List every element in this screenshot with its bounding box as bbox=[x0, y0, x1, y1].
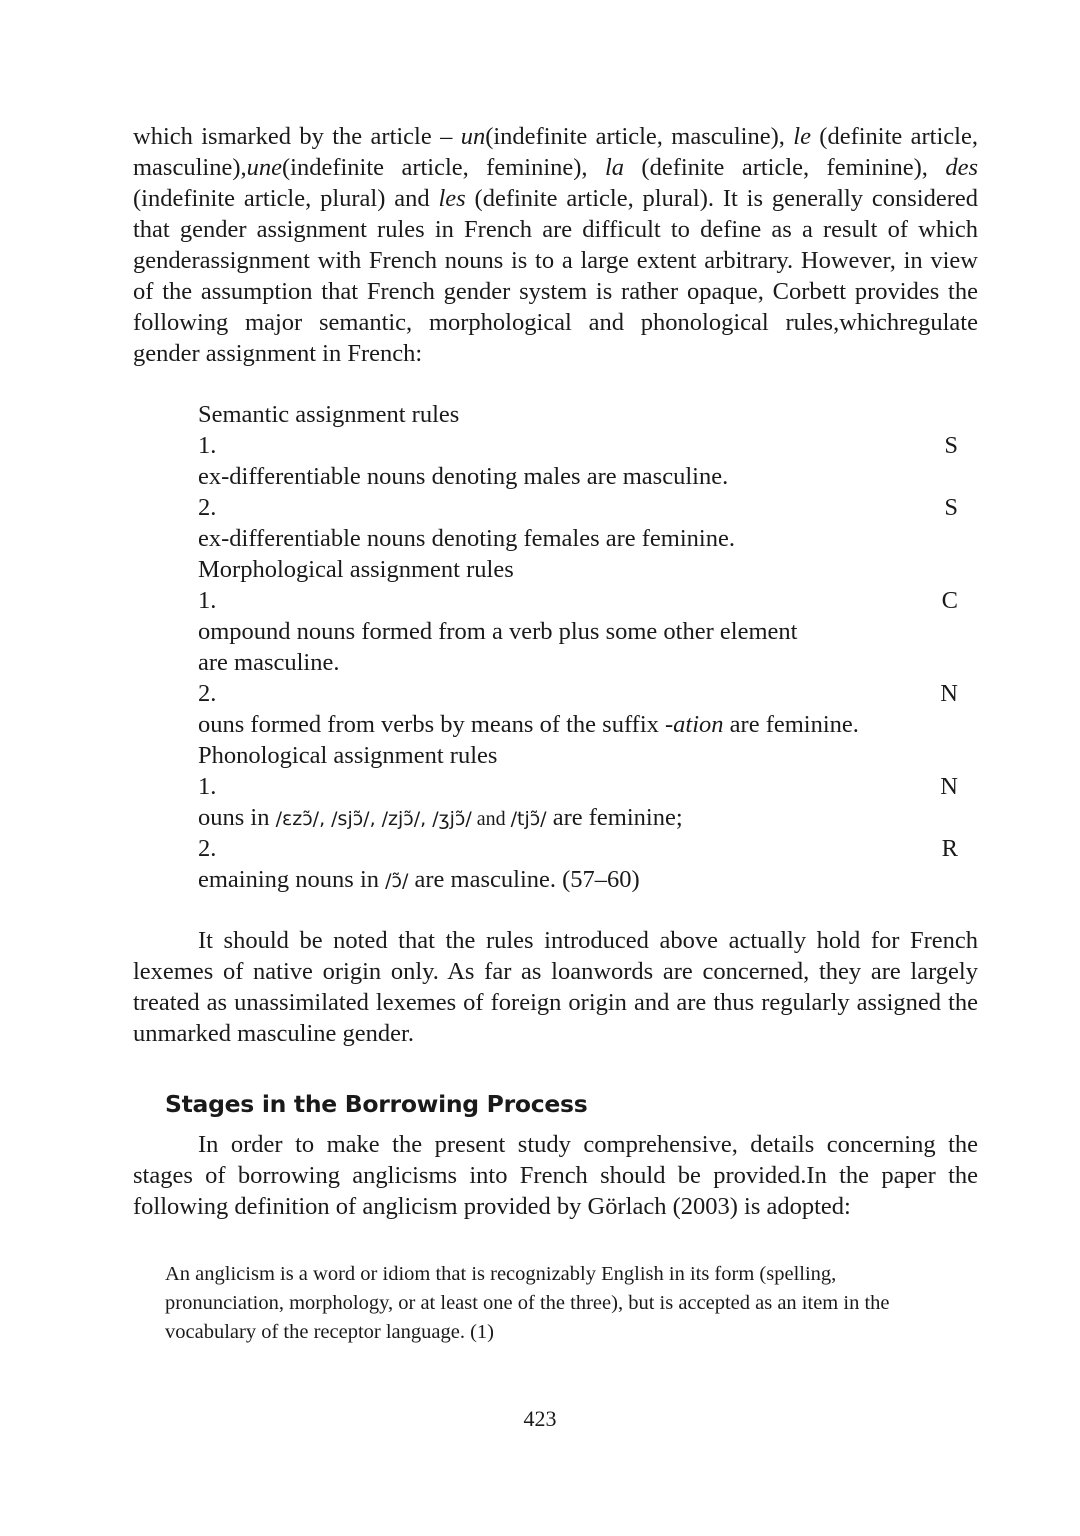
text-run: (definite article, feminine), bbox=[624, 154, 946, 181]
text-run: (indefinite article, masculine), bbox=[485, 123, 794, 150]
rule-text: ex-differentiable nouns denoting males are masculine. bbox=[198, 463, 729, 490]
text-run: are feminine; bbox=[546, 804, 683, 831]
rule-number-row bbox=[198, 833, 958, 864]
italic-suffix: ation bbox=[673, 711, 724, 738]
section-heading: Stages in the Borrowing Process bbox=[165, 1090, 588, 1118]
rule-initial-letter: N bbox=[940, 680, 958, 707]
italic-term: la bbox=[604, 154, 625, 181]
text-run: (indefinite article, plural) and bbox=[133, 185, 439, 212]
rule-number-row bbox=[198, 771, 958, 802]
text-run: which ismarked by the article – bbox=[133, 123, 461, 150]
rule-number: 1. bbox=[198, 773, 217, 800]
italic-term: le bbox=[793, 123, 811, 150]
rule-number: 1. bbox=[198, 432, 217, 459]
phonological-rules-heading: Phonological assignment rules bbox=[198, 742, 498, 769]
rule-initial-letter: N bbox=[940, 773, 958, 800]
rule-number-row bbox=[198, 585, 958, 616]
ipa-transcription: /ɛzɔ̃/, /sjɔ̃/, /zjɔ̃/, /ʒjɔ̃/ bbox=[275, 808, 472, 830]
rule-number: 1. bbox=[198, 587, 217, 614]
morphological-rules-heading: Morphological assignment rules bbox=[198, 556, 514, 583]
text-run: ouns formed from verbs by means of the suffix - bbox=[198, 711, 674, 738]
text-run: and bbox=[471, 808, 511, 830]
ipa-transcription: /ɔ̃/ bbox=[385, 870, 409, 892]
rule-number-row bbox=[198, 492, 958, 523]
text-run: (indefinite article, feminine), bbox=[282, 154, 605, 181]
rule-text: ex-differentiable nouns denoting females are feminine. bbox=[198, 525, 735, 552]
text-run: (definite article, plural). It is generally considered that gender assignment rules in French are difficult to define as a result of which genderassignment with French nouns is to a large extent arbitrary. However, in view of the assumption that French gender system is rather opaque, Corbett provides the following major semantic, morphological and phonological rules,whichregulate gender assignment in French: bbox=[133, 185, 978, 367]
rule-text: ompound nouns formed from a verb plus some other element bbox=[198, 618, 798, 645]
rule-initial-letter: R bbox=[941, 835, 958, 862]
rule-initial-letter: S bbox=[944, 432, 958, 459]
rule-initial-letter: C bbox=[941, 587, 958, 614]
text-run: emaining nouns in bbox=[198, 866, 386, 893]
page-number: 423 bbox=[523, 1406, 557, 1431]
semantic-rules-heading: Semantic assignment rules bbox=[198, 401, 460, 428]
gender-rules-list bbox=[198, 399, 958, 895]
italic-term: une bbox=[246, 154, 282, 181]
rule-number-row bbox=[198, 430, 958, 461]
text-run: are feminine. bbox=[723, 711, 859, 738]
rule-text bbox=[198, 709, 958, 740]
body-paragraph-loanwords: It should be noted that the rules introduced above actually hold for French lexemes of native origin only. As far as loanwords are concerned, they are largely treated as unassimilated lexemes of foreign origin and are thus regularly assigned the unmarked masculine gender. bbox=[133, 927, 978, 1047]
italic-term: des bbox=[945, 154, 978, 181]
ipa-transcription: /tjɔ̃/ bbox=[510, 808, 547, 830]
rule-text bbox=[198, 802, 958, 833]
text-run: (definite article, masculine), bbox=[133, 123, 978, 181]
rule-text-continued: are masculine. bbox=[198, 649, 340, 676]
rule-number-row bbox=[198, 678, 958, 709]
rule-number: 2. bbox=[198, 680, 217, 707]
italic-term: les bbox=[438, 185, 466, 212]
rule-number: 2. bbox=[198, 835, 217, 862]
body-paragraph-definition: In order to make the present study comprehensive, details concerning the stages of borrowing anglicisms into French should be provided.In the paper the following definition of anglicism provided by Görlach (2003) is adopted: bbox=[133, 1131, 978, 1220]
text-run: are masculine. (57–60) bbox=[408, 866, 640, 893]
body-paragraph-articles bbox=[133, 121, 978, 369]
italic-term: un bbox=[460, 123, 486, 150]
rule-text bbox=[198, 864, 958, 895]
text-run: ouns in bbox=[198, 804, 276, 831]
rule-initial-letter: S bbox=[944, 494, 958, 521]
block-quote: An anglicism is a word or idiom that is recognizably English in its form (spelling, pronunciation, morphology, or at least one of the three), but is accepted as an item in the vocabulary of the receptor language. (1) bbox=[165, 1263, 890, 1343]
rule-number: 2. bbox=[198, 494, 217, 521]
